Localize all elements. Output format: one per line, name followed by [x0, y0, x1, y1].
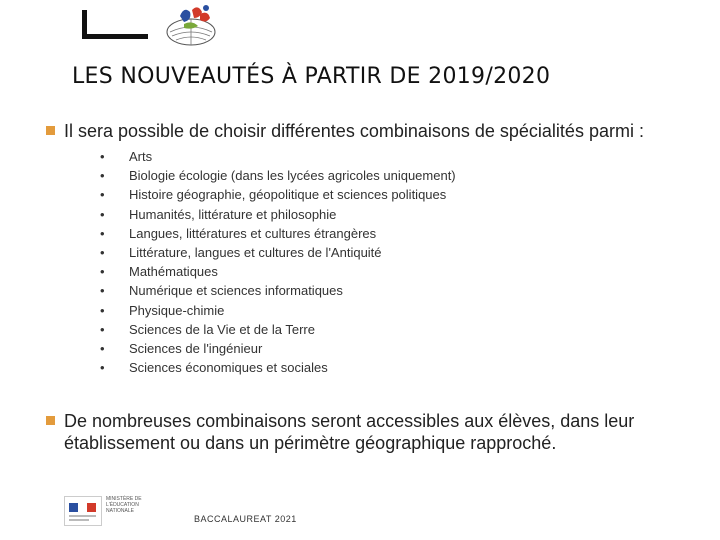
corner-mark-icon: [82, 10, 148, 38]
bullet-icon: •: [100, 302, 105, 318]
specialite-label: Langues, littératures et cultures étrangères: [129, 225, 377, 241]
square-bullet-icon: [46, 126, 55, 135]
specialite-label: Biologie écologie (dans les lycées agricoles uniquement): [129, 168, 456, 184]
page-title: LES NOUVEAUTÉS À PARTIR DE 2019/2020: [72, 64, 551, 89]
closing-text: De nombreuses combinaisons seront accessibles aux élèves, dans leur établissement ou dans un périmètre géographique rapproché.: [64, 411, 635, 453]
academy-emblem-icon: [162, 2, 220, 48]
bullet-icon: •: [100, 264, 105, 280]
specialite-label: Sciences de l'ingénieur: [129, 340, 263, 356]
specialite-label: Arts: [129, 149, 153, 164]
marianne-logo-icon: [62, 494, 158, 526]
bullet-icon: •: [100, 360, 105, 376]
specialite-label: Histoire géographie, géopolitique et sciences politiques: [129, 187, 447, 203]
bullet-icon: •: [100, 283, 105, 299]
bullet-icon: •: [100, 187, 105, 203]
lead-text: Il sera possible de choisir différentes combinaisons de spécialités parmi :: [64, 121, 644, 141]
specialite-label: Sciences de la Vie et de la Terre: [129, 321, 315, 337]
bullet-icon: •: [100, 340, 105, 356]
bullet-icon: •: [100, 244, 105, 260]
specialite-label: Mathématiques: [129, 264, 218, 280]
specialite-label: Numérique et sciences informatiques: [129, 283, 343, 299]
ministry-label: MINISTÈRE DE L'ÉDUCATION NATIONALE: [106, 496, 142, 514]
bullet-icon: •: [100, 206, 105, 222]
specialite-label: Littérature, langues et cultures de l'Antiquité: [129, 244, 382, 260]
specialite-label: Sciences économiques et sociales: [129, 360, 328, 376]
square-bullet-icon: [46, 416, 55, 425]
bullet-icon: •: [100, 225, 105, 241]
bullet-icon: •: [100, 149, 105, 164]
bullet-icon: •: [100, 168, 105, 184]
specialite-label: Humanités, littérature et philosophie: [129, 206, 337, 222]
specialite-label: Physique-chimie: [129, 302, 225, 318]
bullet-icon: •: [100, 321, 105, 337]
footer-label: BACCALAUREAT 2021: [194, 514, 297, 524]
